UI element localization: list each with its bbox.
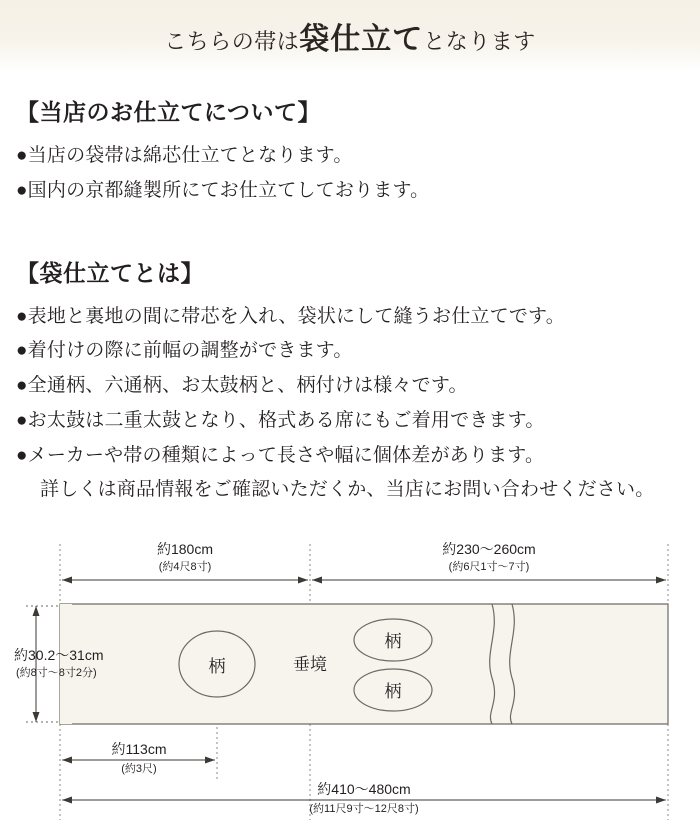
boundary-label: 垂境 <box>293 655 327 675</box>
bullet-item: ●お太鼓は二重太鼓となり、格式ある席にもご着用できます。 <box>16 409 545 431</box>
header-band <box>0 0 700 72</box>
bullet-item: ●表地と裏地の間に帯芯を入れ、袋状にして縫うお仕立てです。 <box>16 305 565 327</box>
section-heading: 【袋仕立てとは】 <box>16 260 204 286</box>
dimension-total <box>62 781 666 815</box>
section-what-is-fukuro <box>16 255 684 507</box>
arrow-head-down-icon <box>33 712 40 722</box>
dimension-top-left-sub: (約4尺8寸) <box>158 561 212 574</box>
dimension-bottom-left <box>62 741 215 775</box>
section-heading: 【当店のお仕立てについて】 <box>16 100 322 125</box>
arrow-head-right-icon <box>656 577 666 584</box>
arrow-head-left-icon <box>62 577 72 584</box>
title-prefix: こちらの帯は <box>164 29 300 54</box>
dimension-height-main: 約30.2〜31cm <box>14 647 104 664</box>
dimension-top-right-main: 約230〜260cm <box>442 541 536 558</box>
bullet-item: ●着付けの際に前幅の調整ができます。 <box>16 340 353 362</box>
arrow-head-left-icon <box>62 797 72 804</box>
dimension-top-right <box>312 541 666 584</box>
dimension-total-sub: (約11尺9寸〜12尺8寸) <box>309 803 419 816</box>
arrow-head-left-icon <box>62 757 72 764</box>
page-title <box>164 14 536 58</box>
dimension-total-main: 約410〜480cm <box>317 781 411 798</box>
dimension-height-sub: (約8寸〜8寸2分) <box>16 667 97 680</box>
bullet-item: ●全通柄、六通柄、お太鼓柄と、柄付けは様々です。 <box>16 375 468 397</box>
obi-dimension-diagram <box>0 532 700 832</box>
title-emphasis: 袋仕立て <box>299 23 424 56</box>
pattern-label-main: 柄 <box>208 657 226 677</box>
pattern-label-lower: 柄 <box>384 682 402 702</box>
bullet-item-continuation: 詳しくは商品情報をご確認いただくか、当店にお問い合わせください。 <box>40 479 655 501</box>
arrow-head-up-icon <box>33 606 40 616</box>
obi-shape <box>60 604 668 724</box>
dimension-top-right-sub: (約6尺1寸〜7寸) <box>448 561 530 574</box>
arrow-head-right-icon <box>656 797 666 804</box>
arrow-head-right-icon <box>298 577 308 584</box>
section-divider-space <box>16 211 684 255</box>
pattern-label-upper: 柄 <box>384 632 402 652</box>
arrow-head-left-icon <box>312 577 322 584</box>
title-suffix: となります <box>423 29 536 54</box>
bullet-item: ●国内の京都縫製所にてお仕立てしております。 <box>16 179 430 201</box>
dimension-bottom-left-sub: (約3尺) <box>121 763 157 776</box>
dimension-bottom-left-main: 約113cm <box>111 741 167 758</box>
diagram-svg <box>0 532 700 832</box>
arrow-head-right-icon <box>205 757 215 764</box>
dimension-top-left <box>62 541 308 584</box>
body-text <box>0 72 700 506</box>
bullet-item: ●メーカーや帯の種類によって長さや幅に個体差があります。 <box>16 444 545 466</box>
bullet-item: ●当店の袋帯は綿芯仕立てとなります。 <box>16 145 353 166</box>
dimension-top-left-main: 約180cm <box>156 541 214 558</box>
section-shop-tailoring <box>16 94 684 207</box>
